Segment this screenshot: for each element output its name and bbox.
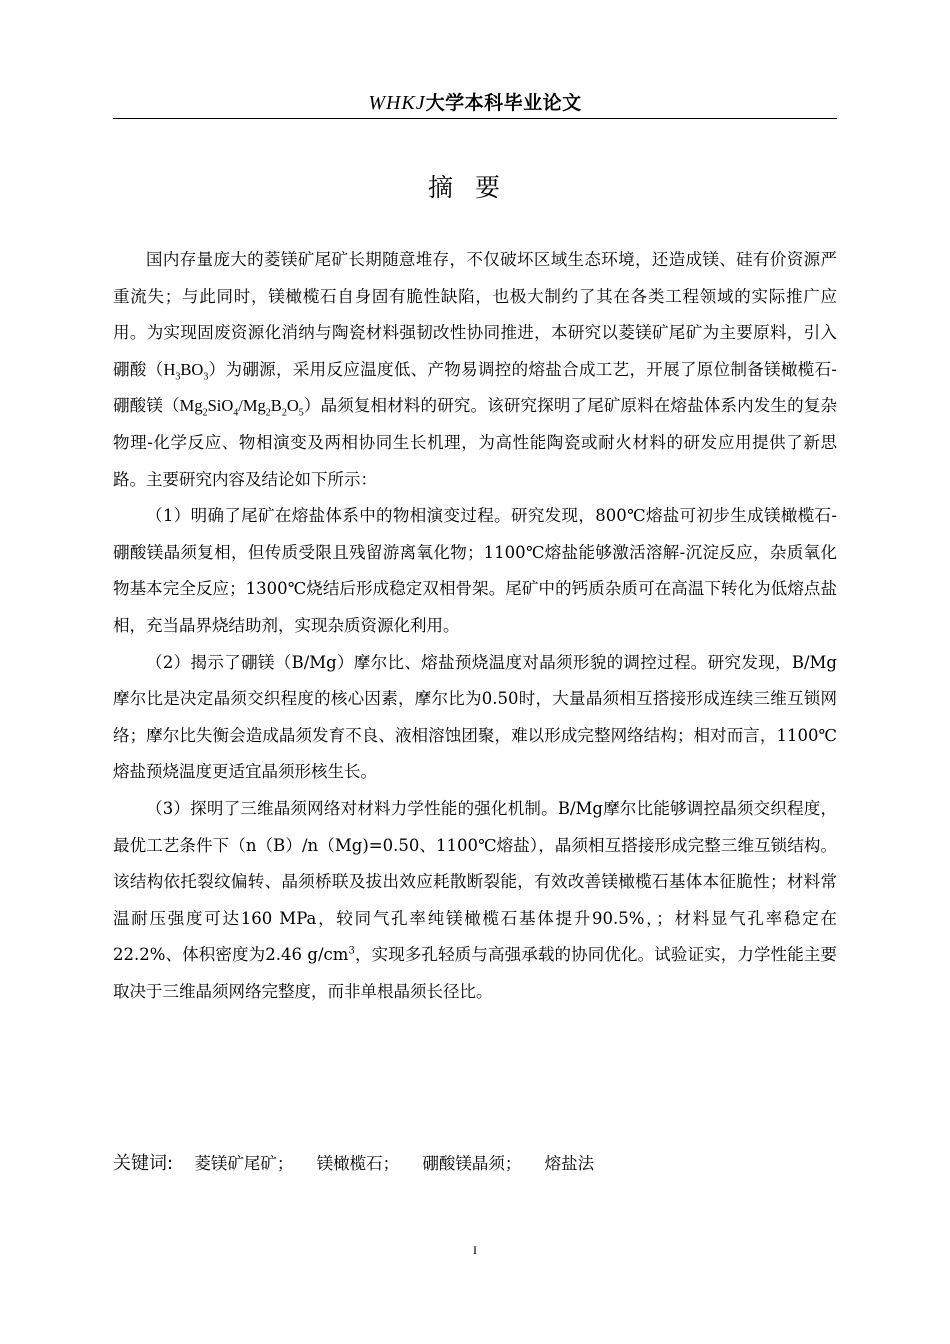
f1: Mg bbox=[179, 396, 203, 416]
running-header-block bbox=[113, 90, 837, 119]
header-rule bbox=[113, 118, 837, 119]
abstract-paragraph-4 bbox=[113, 791, 837, 1011]
p1-text-b: ）为硼源，采用反应温度低、产物易调控的熔盐合成工艺，开展了原位制备镁橄榄石-硼酸镁（ bbox=[113, 359, 838, 416]
f-bo-sub: 3 bbox=[203, 371, 209, 383]
f5: O bbox=[286, 396, 299, 416]
f2-sub: 4 bbox=[233, 407, 239, 419]
abstract-body bbox=[113, 242, 837, 1010]
f5-sub: 5 bbox=[298, 407, 304, 419]
f2: SiO bbox=[207, 396, 234, 416]
f3-sub: 2 bbox=[265, 407, 271, 419]
keywords-label: 关键词: bbox=[113, 1153, 174, 1174]
p4-sup: 3 bbox=[348, 945, 355, 957]
f-h: H bbox=[163, 359, 176, 379]
keywords-line bbox=[113, 1149, 837, 1179]
p4-text-a: （3）探明了三维晶须网络对材料力学性能的强化机制。B/Mg摩尔比能够调控晶须交织程度，最优工艺条件下（n（B）/n（Mg)=0.50、1100℃熔盐），晶须相互搭接形成完整三维互锁结构。该结构依托裂纹偏转、晶须桥联及拔出效应耗散断裂能，有效改善镁橄榄石基体本征脆性；材料常温耐压强度可达160 MPa，较同气孔率纯镁橄榄石基体提升90.5%，；材料显气孔率稳定在22.2%、体积密度为2.46 g/cm bbox=[113, 798, 837, 965]
p4-text-b: ，实现多孔轻质与高强承载的协同优化。试验证实，力学性能主要取决于三维晶须网络完整度，而非单根晶须长径比。 bbox=[113, 945, 837, 1001]
formula-phase bbox=[179, 396, 304, 419]
f-h-sub: 3 bbox=[175, 371, 181, 383]
p1-text-c: ）晶须复相材料的研究。该研究探明了尾矿原料在熔盐体系内发生的复杂物理-化学反应、物相演变及两相协同生长机理，为高性能陶瓷或耐火材料的研发应用提供了新思路。主要研究内容及结论如下所示： bbox=[113, 396, 838, 489]
abstract-paragraph-1 bbox=[113, 242, 837, 498]
f-bo: BO bbox=[180, 359, 204, 379]
abstract-title: 摘要 bbox=[427, 173, 522, 202]
abstract-paragraph-3: （2）揭示了硼镁（B/Mg）摩尔比、熔盐预烧温度对晶须形貌的调控过程。研究发现，B/Mg摩尔比是决定晶须交织程度的核心因素，摩尔比为0.50时，大量晶须相互搭接形成连续三维互锁网络；摩尔比失衡会造成晶须发育不良、液相溶蚀团聚，难以形成完整网络结构；相对而言，1100℃熔盐预烧温度更适宜晶须形核生长。 bbox=[113, 652, 837, 782]
abstract-paragraph-2: （1）明确了尾矿在熔盐体系中的物相演变过程。研究发现，800℃熔盐可初步生成镁橄榄石-硼酸镁晶须复相，但传质受限且残留游离氧化物；1100℃熔盐能够激活溶解-沉淀反应，杂质氧化物基本完全反应；1300℃烧结后形成稳定双相骨架。尾矿中的钙质杂质可在高温下转化为低熔点盐相，充当晶界烧结助剂，实现杂质资源化利用。 bbox=[113, 506, 837, 635]
f1-sub: 2 bbox=[202, 407, 208, 419]
page-number: I bbox=[473, 1243, 477, 1257]
f4: B bbox=[270, 396, 282, 416]
formula-h3bo3 bbox=[163, 359, 209, 383]
keyword-item: 镁橄榄石； bbox=[316, 1154, 400, 1173]
header-title: 大学本科毕业论文 bbox=[425, 92, 582, 114]
p1-text-a: 国内存量庞大的菱镁矿尾矿长期随意堆存，不仅破坏区域生态环境，还造成镁、硅有价资源严重流失；与此同时，镁橄榄石自身固有脆性缺陷，也极大制约了其在各类工程领域的实际推广应用。为实现固废资源化消纳与陶瓷材料强韧改性协同推进，本研究以菱镁矿尾矿为主要原料，引入硼酸（ bbox=[113, 250, 837, 379]
f4-sub: 2 bbox=[281, 407, 287, 419]
f3: /Mg bbox=[238, 396, 266, 416]
keyword-item: 菱镁矿尾矿； bbox=[194, 1154, 294, 1173]
keyword-item: 硼酸镁晶须； bbox=[422, 1154, 522, 1173]
running-header bbox=[113, 90, 837, 116]
header-latin: WHKJ bbox=[368, 92, 426, 114]
keyword-item: 熔盐法 bbox=[544, 1154, 595, 1173]
